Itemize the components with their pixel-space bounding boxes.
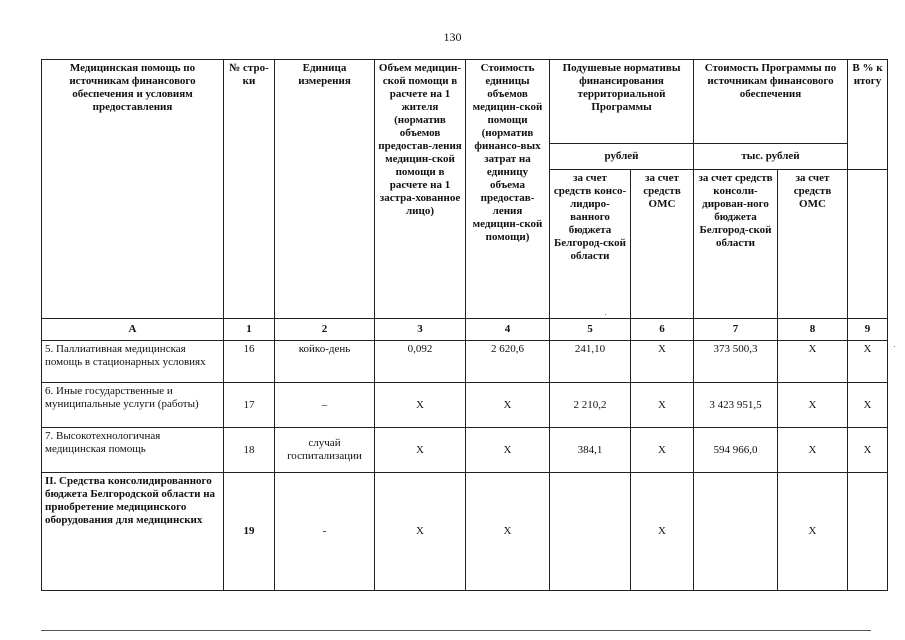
row-cell: Х [778, 341, 848, 383]
column-number-row [42, 319, 888, 341]
header-col-7: за счет средств консоли-дирован-ного бюджета Белгород-ской области [694, 170, 778, 319]
row-cell: – [275, 383, 375, 428]
row-cell [694, 473, 778, 591]
column-number: 2 [275, 319, 375, 341]
header-col-9-empty [848, 170, 888, 319]
header-col-9: В % к итогу [848, 60, 888, 170]
header-col-3: Объем медицин-ской помощи в расчете на 1 жителя (норматив объемов предостав-ления медицин-ской помощи в расчете на 1 застра-хованное лицо) [375, 60, 466, 319]
row-cell: 373 500,3 [694, 341, 778, 383]
financing-table [41, 59, 888, 591]
row-cell: Х [848, 428, 888, 473]
header-group-program-cost: Стоимость Программы по источникам финансового обеспечения [694, 60, 848, 144]
row-cell: Х [848, 341, 888, 383]
row-cell: Х [466, 473, 550, 591]
row-cell: 594 966,0 [694, 428, 778, 473]
column-number: 9 [848, 319, 888, 341]
bottom-rule [41, 630, 871, 631]
header-col-1: № стро-ки [224, 60, 275, 319]
table-row [42, 473, 888, 591]
row-cell: 2 620,6 [466, 341, 550, 383]
row-cell [848, 473, 888, 591]
header-col-a: Медицинская помощь по источникам финансового обеспечения и условиям предоставления [42, 60, 224, 319]
row-cell: Х [778, 473, 848, 591]
header-group-per-capita: Подушевые нормативы финансирования территориальной Программы [550, 60, 694, 144]
column-number: 4 [466, 319, 550, 341]
row-name: 5. Паллиативная медицинская помощь в стационарных условиях [42, 341, 224, 383]
table-row [42, 341, 888, 383]
row-cell: Х [848, 383, 888, 428]
row-cell: - [275, 473, 375, 591]
row-cell: Х [631, 341, 694, 383]
table-row [42, 428, 888, 473]
column-number: 6 [631, 319, 694, 341]
row-cell [550, 473, 631, 591]
column-number: А [42, 319, 224, 341]
row-cell: Х [375, 428, 466, 473]
column-number: 5 [550, 319, 631, 341]
page-number: 130 [443, 30, 462, 44]
row-cell: Х [375, 383, 466, 428]
scan-speck [605, 314, 606, 315]
row-cell: случай госпитализации [275, 428, 375, 473]
row-cell: Х [778, 383, 848, 428]
row-cell: койко-день [275, 341, 375, 383]
header-col-8: за счет средств ОМС [778, 170, 848, 319]
header-col-6: за счет средств ОМС [631, 170, 694, 319]
header-col-2: Единица измерения [275, 60, 375, 319]
column-number: 8 [778, 319, 848, 341]
header-col-4: Стоимость единицы объемов медицин-ской помощи (норматив финансо-вых затрат на единицу объема предостав-ления медицин-ской помощи) [466, 60, 550, 319]
row-name: 7. Высокотехнологичная медицинская помощь [42, 428, 224, 473]
row-cell: 241,10 [550, 341, 631, 383]
row-cell: 19 [224, 473, 275, 591]
row-cell: Х [466, 428, 550, 473]
row-cell: Х [466, 383, 550, 428]
row-cell: Х [631, 383, 694, 428]
row-cell: 18 [224, 428, 275, 473]
header-unit-thousand-rubles: тыс. рублей [694, 144, 848, 170]
column-number: 3 [375, 319, 466, 341]
column-number: 1 [224, 319, 275, 341]
row-cell: Х [631, 473, 694, 591]
row-cell: 16 [224, 341, 275, 383]
header-unit-rubles: рублей [550, 144, 694, 170]
table-row [42, 383, 888, 428]
row-cell: 384,1 [550, 428, 631, 473]
scan-speck [894, 346, 895, 347]
row-cell: 17 [224, 383, 275, 428]
row-cell: 3 423 951,5 [694, 383, 778, 428]
row-name: II. Средства консолидированного бюджета Белгородской области на приобретение медицинского оборудования для медицинских [42, 473, 224, 591]
row-name: 6. Иные государственные и муниципальные услуги (работы) [42, 383, 224, 428]
row-cell: Х [631, 428, 694, 473]
row-cell: 0,092 [375, 341, 466, 383]
row-cell: 2 210,2 [550, 383, 631, 428]
header-col-5: за счет средств консо-лидиро-ванного бюджета Белгород-ской области [550, 170, 631, 319]
row-cell: Х [778, 428, 848, 473]
row-cell: Х [375, 473, 466, 591]
column-number: 7 [694, 319, 778, 341]
